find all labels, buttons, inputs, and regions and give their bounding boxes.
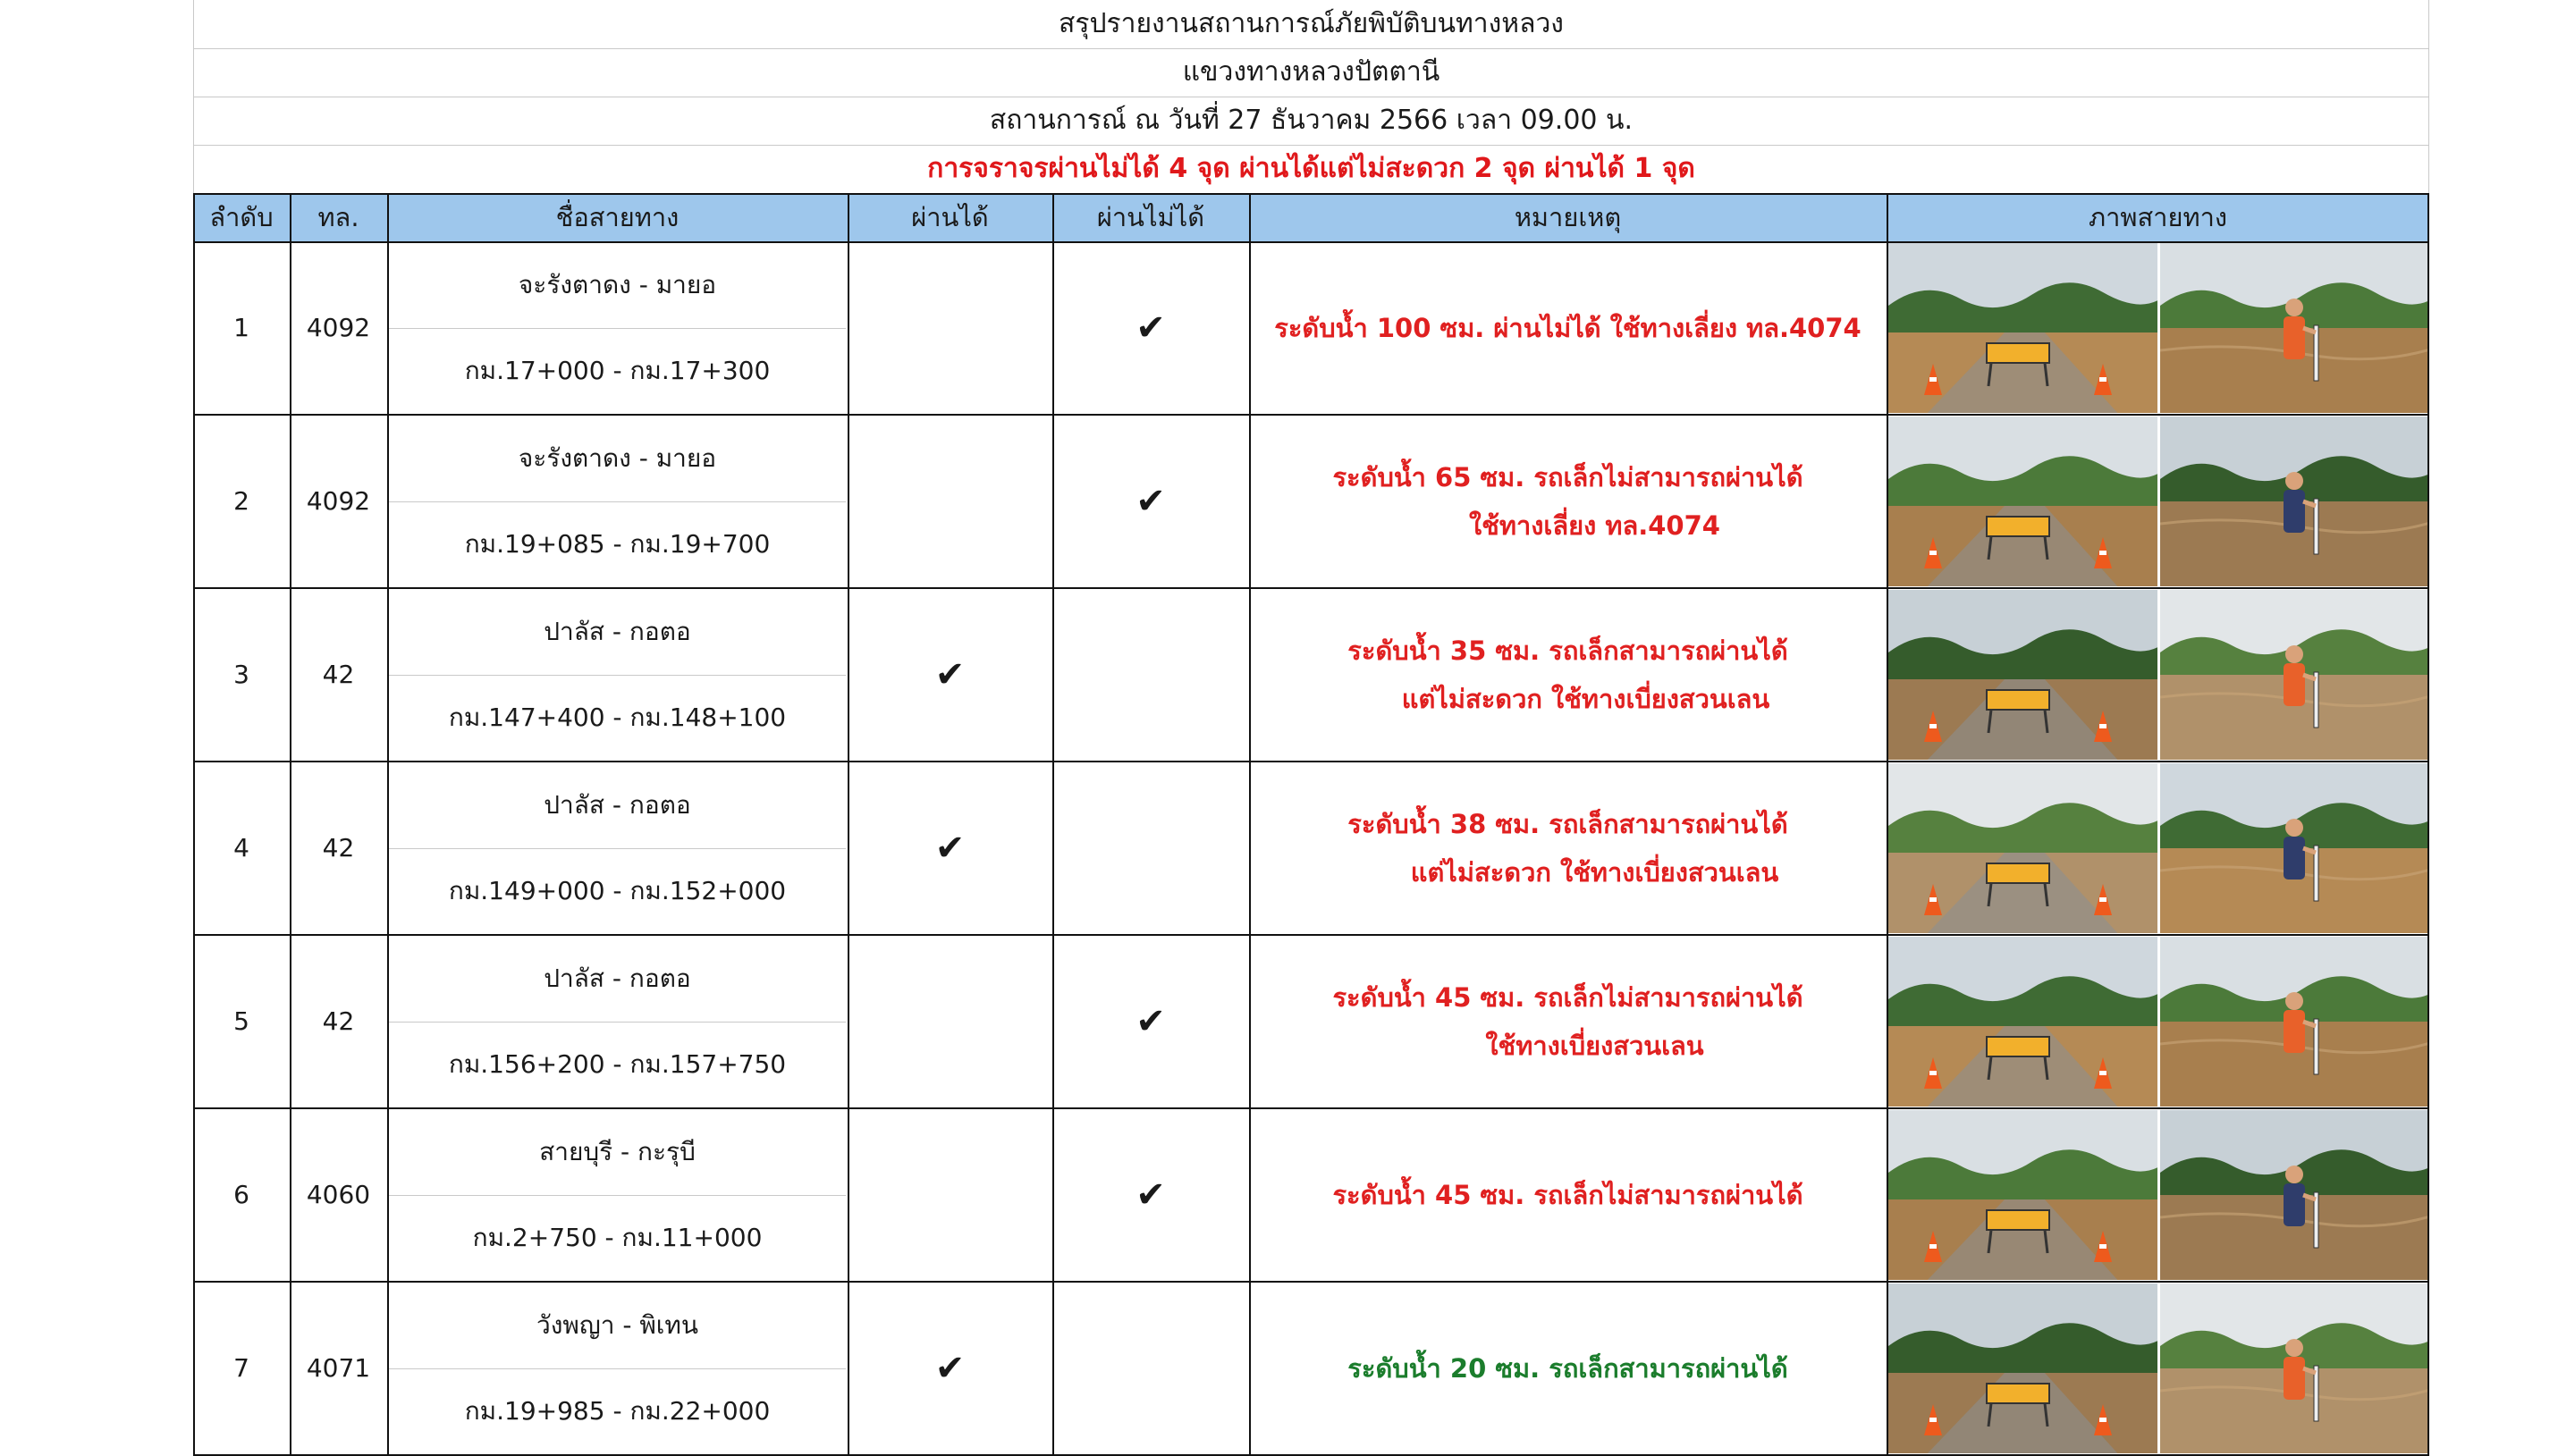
remark-line: ระดับน้ำ 65 ซม. รถเล็กไม่สามารถผ่านได้ (1332, 462, 1803, 492)
route-name: ปาลัส - กอตอ (544, 790, 691, 820)
route-name: วังพญา - พิเทน (536, 1310, 698, 1340)
row-number: 6 (233, 1180, 249, 1209)
route-number: 4060 (306, 1180, 371, 1209)
nopass-check-mark: ✔ (1136, 481, 1166, 522)
column-divider (1249, 193, 1251, 1455)
col-header-route: ทล. (290, 193, 387, 241)
column-divider (193, 193, 195, 1455)
column-divider (848, 193, 849, 1455)
remark-line: ใช้ทางเลี่ยง ทล.4074 (1469, 510, 1720, 541)
route-name: ปาลัส - กอตอ (544, 617, 691, 646)
remark-line: ระดับน้ำ 45 ซม. รถเล็กไม่สามารถผ่านได้ (1332, 982, 1803, 1013)
pass-check-mark: ✔ (934, 1348, 966, 1389)
col-header-pass: ผ่านได้ (848, 193, 1052, 241)
situation-time: สถานการณ์ ณ วันที่ 27 ธันวาคม 2566 เวลา 09.00 น. (989, 105, 1634, 136)
remark-line: ใช้ทางเบี่ยงสวนเลน (1485, 1031, 1704, 1061)
name-km-divider (389, 675, 846, 676)
row-number: 4 (233, 833, 249, 863)
column-divider (387, 193, 389, 1455)
road-photo (1888, 417, 2157, 586)
office-name: แขวงทางหลวงปัตตานี (1182, 56, 1440, 88)
nopass-check-mark: ✔ (1136, 1001, 1166, 1042)
row-divider (193, 1281, 2429, 1283)
title-divider (193, 145, 2429, 146)
km-range: กม.156+200 - กม.157+750 (448, 1049, 787, 1079)
route-number: 4092 (306, 486, 371, 516)
road-photo (1888, 937, 2157, 1107)
row-number: 3 (233, 660, 249, 689)
header-bottom-border (193, 241, 2429, 243)
route-number: 42 (322, 1006, 355, 1036)
km-range: กม.17+000 - กม.17+300 (464, 356, 771, 385)
remark-line: ระดับน้ำ 20 ซม. รถเล็กสามารถผ่านได้ (1347, 1353, 1788, 1384)
route-name: จะรังตาดง - มายอ (518, 443, 717, 473)
traffic-summary: การจราจรผ่านไม่ได้ 4 จุด ผ่านได้แต่ไม่สะดวก 2 จุด ผ่านได้ 1 จุด (927, 153, 1695, 184)
name-km-divider (389, 1195, 846, 1196)
water-level-photo (2160, 590, 2427, 760)
route-number: 4071 (306, 1353, 371, 1383)
col-header-name: ชื่อสายทาง (387, 193, 848, 241)
col-header-no: ลำดับ (193, 193, 290, 241)
water-level-photo (2160, 1110, 2427, 1280)
report-title: สรุปรายงานสถานการณ์ภัยพิบัติบนทางหลวง (1059, 8, 1564, 39)
title-left-border (193, 0, 194, 193)
km-range: กม.19+985 - กม.22+000 (464, 1396, 771, 1426)
row-divider (193, 1107, 2429, 1109)
route-number: 42 (322, 660, 355, 689)
column-divider (1887, 193, 1888, 1455)
water-level-photo (2160, 243, 2427, 413)
title-right-border (2428, 0, 2429, 193)
road-photo (1888, 1283, 2157, 1453)
km-range: กม.2+750 - กม.11+000 (472, 1223, 763, 1252)
nopass-check-mark: ✔ (1136, 307, 1166, 349)
row-number: 7 (233, 1353, 249, 1383)
pass-check-mark: ✔ (934, 828, 966, 869)
row-number: 1 (233, 313, 249, 342)
row-number: 2 (233, 486, 249, 516)
remark-line: แต่ไม่สะดวก ใช้ทางเบี่ยงสวนเลน (1410, 857, 1779, 888)
header-top-border (193, 193, 2429, 195)
road-photo (1888, 590, 2157, 760)
water-level-photo (2160, 937, 2427, 1107)
water-level-photo (2160, 1283, 2427, 1453)
report-sheet (193, 0, 2429, 1448)
col-header-nopass: ผ่านไม่ได้ (1052, 193, 1249, 241)
remark-line: แต่ไม่สะดวก ใช้ทางเบี่ยงสวนเลน (1401, 684, 1770, 714)
km-range: กม.149+000 - กม.152+000 (448, 876, 787, 905)
pass-check-mark: ✔ (934, 654, 966, 695)
route-number: 42 (322, 833, 355, 863)
water-level-photo (2160, 763, 2427, 933)
remark-line: ระดับน้ำ 38 ซม. รถเล็กสามารถผ่านได้ (1347, 809, 1788, 839)
row-divider (193, 587, 2429, 589)
name-km-divider (389, 328, 846, 329)
row-number: 5 (233, 1006, 249, 1036)
name-km-divider (389, 848, 846, 849)
column-divider (1052, 193, 1054, 1455)
road-photo (1888, 763, 2157, 933)
col-header-photos: ภาพสายทาง (1887, 193, 2429, 241)
row-divider (193, 761, 2429, 762)
column-divider (290, 193, 291, 1455)
title-divider (193, 48, 2429, 49)
remark-line: ระดับน้ำ 35 ซม. รถเล็กสามารถผ่านได้ (1347, 635, 1788, 666)
road-photo (1888, 243, 2157, 413)
road-photo (1888, 1110, 2157, 1280)
name-km-divider (389, 501, 846, 502)
name-km-divider (389, 1368, 846, 1369)
row-divider (193, 934, 2429, 936)
remark-line: ระดับน้ำ 100 ซม. ผ่านไม่ได้ ใช้ทางเลี่ยง ทล.4074 (1274, 313, 1862, 343)
route-name: สายบุรี - กะรุบี (539, 1137, 696, 1166)
name-km-divider (389, 1022, 846, 1023)
water-level-photo (2160, 417, 2427, 586)
route-name: จะรังตาดง - มายอ (518, 270, 717, 299)
route-name: ปาลัส - กอตอ (544, 964, 691, 993)
column-divider (2427, 193, 2429, 1455)
row-divider (193, 414, 2429, 416)
col-header-remark: หมายเหตุ (1249, 193, 1887, 241)
route-number: 4092 (306, 313, 371, 342)
remark-line: ระดับน้ำ 45 ซม. รถเล็กไม่สามารถผ่านได้ (1332, 1180, 1803, 1210)
km-range: กม.147+400 - กม.148+100 (448, 703, 787, 732)
km-range: กม.19+085 - กม.19+700 (464, 529, 771, 559)
nopass-check-mark: ✔ (1136, 1174, 1166, 1216)
